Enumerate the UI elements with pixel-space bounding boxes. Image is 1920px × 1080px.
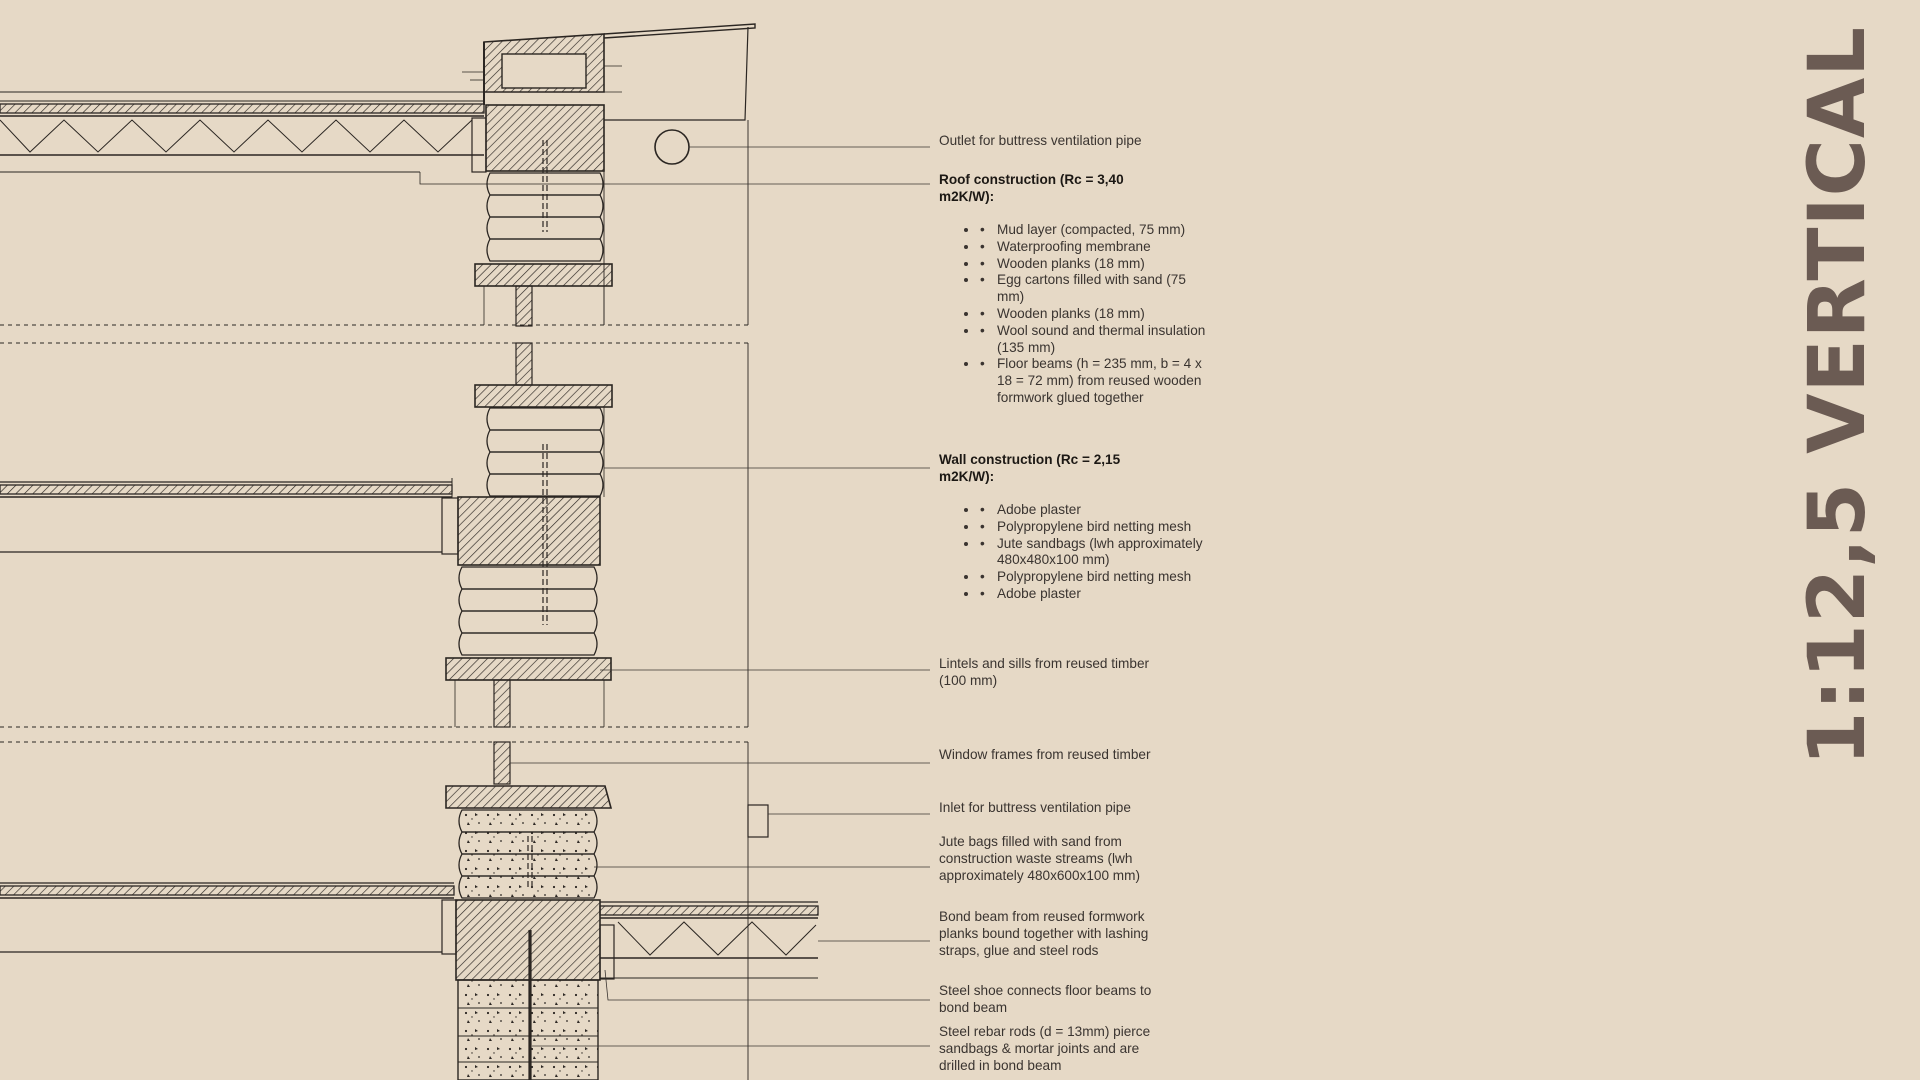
wall-layer-item: • • Polypropylene bird netting mesh xyxy=(979,569,1211,586)
wall-layer-item: • • Adobe plaster xyxy=(979,586,1211,603)
roof-layer-item: • • Waterproofing membrane xyxy=(979,239,1211,256)
label-lintels: Lintels and sills from reused timber (100 mm) xyxy=(939,656,1150,688)
roof-layer-item: • • Wooden planks (18 mm) xyxy=(979,256,1211,273)
wall-layer-item: • • Jute sandbags (lwh approximately 480x480x100 mm) xyxy=(979,536,1211,570)
wall-layer-item: • • Polypropylene bird netting mesh xyxy=(979,519,1211,536)
label-rebar: Steel rebar rods (d = 13mm) pierce sandbags & mortar joints and are drilled in bond beam xyxy=(939,1024,1151,1073)
label-steel-shoe: Steel shoe connects floor beams to bond beam xyxy=(939,983,1152,1015)
upper-wall xyxy=(475,105,612,326)
buttress-outline xyxy=(604,120,748,1080)
middle-wall xyxy=(446,343,612,727)
scale-title: 1:12,5 VERTICAL xyxy=(1793,26,1883,766)
label-inlet-pipe: Inlet for buttress ventilation pipe xyxy=(939,800,1131,815)
roof-layer-list xyxy=(939,222,1211,407)
label-jute-bags: Jute bags filled with sand from construction waste streams (lwh approximately 480x600x100 mm) xyxy=(939,834,1140,883)
roof-layer-item: • • Wool sound and thermal insulation (135 mm) xyxy=(979,323,1211,357)
roof-layer-item: • • Mud layer (compacted, 75 mm) xyxy=(979,222,1211,239)
break-lines xyxy=(0,325,748,742)
roof-layer-item: • • Wooden planks (18 mm) xyxy=(979,306,1211,323)
lower-floor-slab xyxy=(0,883,818,979)
wall-construction-heading: Wall construction (Rc = 2,15 m2K/W): xyxy=(939,452,1121,484)
middle-floor-slab xyxy=(0,478,458,554)
label-bond-beam: Bond beam from reused formwork planks bound together with lashing straps, glue and steel rods xyxy=(939,909,1149,958)
wall-layer-item: • • Adobe plaster xyxy=(979,502,1211,519)
roof-layer-item: • • Floor beams (h = 235 mm, b = 4 x 18 = 72 mm) from reused wooden formwork glued together xyxy=(979,356,1211,406)
wall-layer-list xyxy=(939,502,1211,603)
roof-layer-item: • • Egg cartons filled with sand (75 mm) xyxy=(979,272,1211,306)
label-outlet-pipe: Outlet for buttress ventilation pipe xyxy=(939,133,1142,148)
label-window-frames: Window frames from reused timber xyxy=(939,747,1151,762)
roof-construction-heading: Roof construction (Rc = 3,40 m2K/W): xyxy=(939,172,1124,204)
